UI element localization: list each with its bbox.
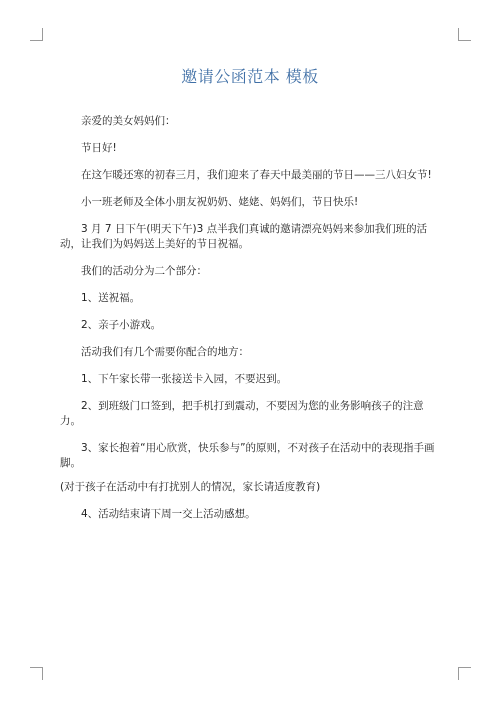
activity-intro: 我们的活动分为二个部分： [81, 265, 207, 277]
notice-item: 4、活动结束请下周一交上活动感想。 [81, 508, 256, 520]
invitation-paragraph: 3 月 7 日下午(明天下午)3 点半我们真诚的邀请漂亮妈妈来参加我们班的活动，让我们为妈妈送上美好的节日祝福。 [60, 223, 428, 250]
salutation: 亲爱的美女妈妈们： [81, 115, 176, 127]
notice-note: (对于孩子在活动中有打扰别人的情况，家长请适度教育) [60, 481, 321, 493]
body-paragraph: 在这乍暖还寒的初春三月，我们迎来了春天中最美丽的节日——三八妇女节! [81, 169, 432, 181]
corner-mark-bottom-right [458, 667, 471, 680]
greeting: 节日好! [81, 142, 117, 154]
activity-item: 2、亲子小游戏。 [81, 319, 162, 331]
corner-mark-top-right [458, 28, 471, 41]
body-paragraph: 小一班老师及全体小朋友祝奶奶、姥姥、妈妈们，节日快乐! [81, 196, 359, 208]
notice-item: 3、家长抱着“用心欣赏，快乐参与”的原则，不对孩子在活动中的表现指手画脚。 [60, 442, 435, 469]
notice-intro: 活动我们有几个需要你配合的地方： [81, 346, 249, 358]
notice-item: 1、下午家长带一张接送卡入园，不要迟到。 [81, 373, 288, 385]
document-title: 邀请公函范本 模板 [181, 67, 319, 86]
activity-item: 1、送祝福。 [81, 292, 141, 304]
notice-item: 2、到班级门口签到，把手机打到震动，不要因为您的业务影响孩子的注意力。 [60, 400, 424, 427]
corner-mark-bottom-left [30, 667, 43, 680]
corner-mark-top-left [30, 28, 43, 41]
document-body [60, 114, 444, 534]
